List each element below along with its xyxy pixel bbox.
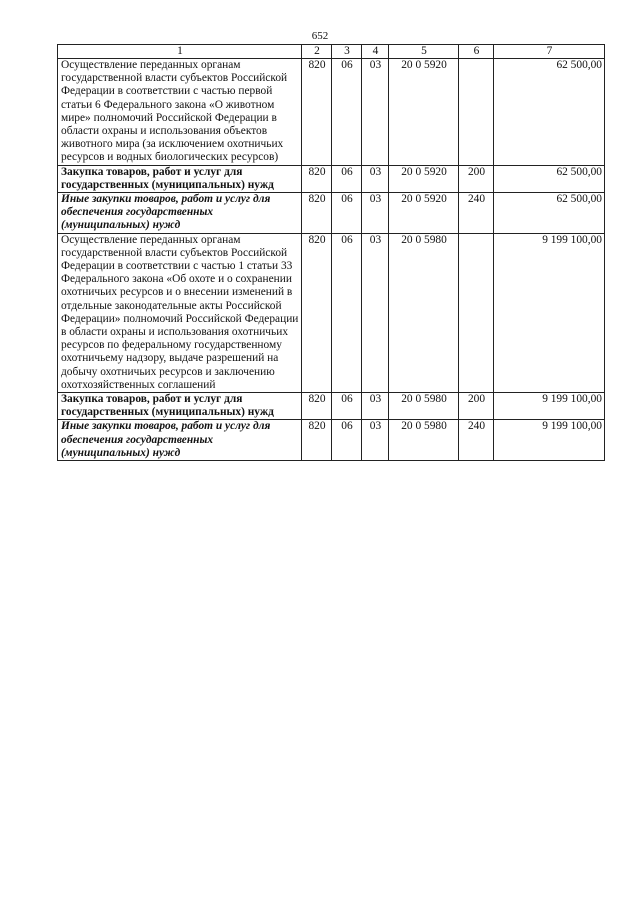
budget-table (57, 44, 605, 461)
row-ministry-code: 820 (302, 193, 332, 234)
column-header: 5 (389, 45, 459, 59)
row-target-code: 20 0 5980 (389, 420, 459, 461)
column-header: 7 (494, 45, 605, 59)
row-expense-type: 200 (459, 165, 494, 192)
table-row (58, 193, 605, 234)
column-number-row (58, 45, 605, 59)
row-subsection-code: 03 (362, 165, 389, 192)
column-header: 1 (58, 45, 302, 59)
row-amount: 9 199 100,00 (494, 393, 605, 420)
table-row (58, 233, 605, 392)
row-amount: 9 199 100,00 (494, 233, 605, 392)
row-target-code: 20 0 5980 (389, 233, 459, 392)
row-amount: 62 500,00 (494, 59, 605, 166)
table-row (58, 165, 605, 192)
row-expense-type: 200 (459, 393, 494, 420)
row-name: Иные закупки товаров, работ и услуг для обеспечения государственных (муниципальных) нужд (58, 193, 302, 234)
row-subsection-code: 03 (362, 420, 389, 461)
row-ministry-code: 820 (302, 420, 332, 461)
row-ministry-code: 820 (302, 165, 332, 192)
row-amount: 9 199 100,00 (494, 420, 605, 461)
row-section-code: 06 (332, 165, 362, 192)
row-expense-type: 240 (459, 193, 494, 234)
row-target-code: 20 0 5920 (389, 193, 459, 234)
row-name: Закупка товаров, работ и услуг для государственных (муниципальных) нужд (58, 393, 302, 420)
row-section-code: 06 (332, 193, 362, 234)
row-amount: 62 500,00 (494, 165, 605, 192)
row-amount: 62 500,00 (494, 193, 605, 234)
table-row (58, 59, 605, 166)
row-target-code: 20 0 5920 (389, 165, 459, 192)
row-expense-type (459, 233, 494, 392)
row-name: Иные закупки товаров, работ и услуг для обеспечения государственных (муниципальных) нужд (58, 420, 302, 461)
page-number: 652 (311, 30, 329, 42)
column-header: 4 (362, 45, 389, 59)
column-header: 2 (302, 45, 332, 59)
row-target-code: 20 0 5920 (389, 59, 459, 166)
column-header: 3 (332, 45, 362, 59)
row-subsection-code: 03 (362, 233, 389, 392)
row-ministry-code: 820 (302, 59, 332, 166)
row-section-code: 06 (332, 59, 362, 166)
row-subsection-code: 03 (362, 193, 389, 234)
table-row (58, 420, 605, 461)
row-subsection-code: 03 (362, 393, 389, 420)
row-section-code: 06 (332, 393, 362, 420)
row-ministry-code: 820 (302, 393, 332, 420)
table-row (58, 393, 605, 420)
row-name: Осуществление переданных органам государственной власти субъектов Российской Федерации в соответствии с частью первой статьи 6 Федерального закона «О животном мире» полномочий Российской Федерации в области охраны и использования объектов животного мира (за исключением охотничьих ресурсов и водных биологических ресурсов) (58, 59, 302, 166)
row-expense-type (459, 59, 494, 166)
row-expense-type: 240 (459, 420, 494, 461)
row-section-code: 06 (332, 420, 362, 461)
row-name: Закупка товаров, работ и услуг для государственных (муниципальных) нужд (58, 165, 302, 192)
column-header: 6 (459, 45, 494, 59)
row-ministry-code: 820 (302, 233, 332, 392)
row-name: Осуществление переданных органам государственной власти субъектов Российской Федерации в соответствии с частью 1 статьи 33 Федерального закона «Об охоте и о сохранении охотничьих ресурсов и о внесении изменений в отдельные законодательные акты Российской Федерации» полномочий Российской Федерации в области охраны и использования охотничьих ресурсов по федеральному государственному охотничьему надзору, выдаче разрешений на добычу охотничьих ресурсов и заключению охотхозяйственных соглашений (58, 233, 302, 392)
row-subsection-code: 03 (362, 59, 389, 166)
row-section-code: 06 (332, 233, 362, 392)
row-target-code: 20 0 5980 (389, 393, 459, 420)
